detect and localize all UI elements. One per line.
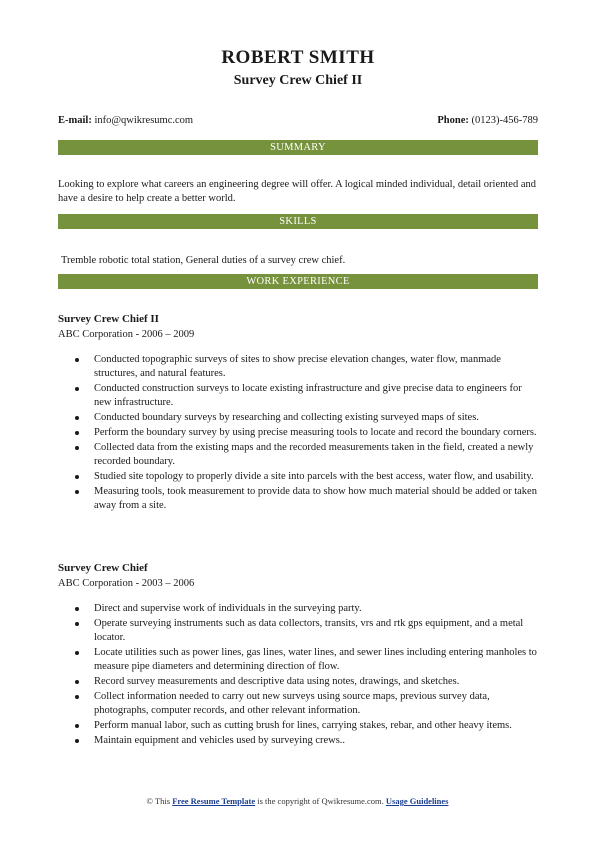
job-meta: ABC Corporation - 2006 – 2009 xyxy=(58,329,195,340)
list-item: Maintain equipment and vehicles used by surveying crews.. xyxy=(58,734,538,748)
work-experience-heading: WORK EXPERIENCE xyxy=(58,274,538,289)
list-item: Collect information needed to carry out new surveys using source maps, previous survey data, photographs, computer records, and other relevant information. xyxy=(58,690,538,718)
summary-text: Looking to explore what careers an engineering degree will offer. A logical minded individual, detail oriented and have a desire to help create a better world. xyxy=(58,179,536,204)
footer-prefix: © This xyxy=(146,796,171,806)
email-block xyxy=(58,115,193,126)
list-item: Collected data from the existing maps and the recorded measurements taken in the field, created a newly recorded boundary. xyxy=(58,441,538,469)
list-item: Operate surveying instruments such as data collectors, transits, vrs and rtk gps equipment, and a metal locator. xyxy=(58,617,538,645)
list-item: Locate utilities such as power lines, gas lines, water lines, and sewer lines including entering manholes to measure pipe diameters and determining direction of flow. xyxy=(58,646,538,674)
candidate-name: ROBERT SMITH xyxy=(221,47,375,68)
phone-block xyxy=(437,115,538,126)
job-title: Survey Crew Chief II xyxy=(58,313,159,325)
email-label: E-mail: xyxy=(58,115,92,126)
job-meta: ABC Corporation - 2003 – 2006 xyxy=(58,578,195,589)
free-resume-template-link[interactable]: Free Resume Template xyxy=(172,796,256,806)
phone-label: Phone: xyxy=(437,115,469,126)
list-item: Studied site topology to properly divide a site into parcels with the best access, water flow, and usability. xyxy=(58,470,538,484)
phone-value: (0123)-456-789 xyxy=(471,115,538,126)
email-value: info@qwikresumc.com xyxy=(94,115,194,126)
list-item: Measuring tools, took measurement to provide data to show how much material should be added or taken away from a site. xyxy=(58,485,538,513)
summary-heading: SUMMARY xyxy=(58,140,538,155)
job-title: Survey Crew Chief xyxy=(58,562,148,574)
list-item: Perform manual labor, such as cutting brush for lines, carrying stakes, rebar, and other heavy items. xyxy=(58,719,538,733)
list-item: Perform the boundary survey by using precise measuring tools to locate and record the boundary corners. xyxy=(58,426,538,440)
skills-heading: SKILLS xyxy=(58,214,538,229)
list-item: Conducted topographic surveys of sites to show precise elevation changes, water flow, manmade structures, and natural features. xyxy=(58,353,538,381)
skills-text: Tremble robotic total station, General duties of a survey crew chief. xyxy=(61,255,346,266)
job-bullets xyxy=(58,353,538,514)
footer-copyright xyxy=(0,796,595,806)
candidate-title: Survey Crew Chief II xyxy=(233,73,363,88)
list-item: Conducted construction surveys to locate existing infrastructure and give precise data to engineers for new infrastructure. xyxy=(58,382,538,410)
list-item: Conducted boundary surveys by researching and collecting existing surveyed maps of sites. xyxy=(58,411,538,425)
usage-guidelines-link[interactable]: Usage Guidelines xyxy=(385,796,449,806)
job-bullets xyxy=(58,602,538,749)
list-item: Direct and supervise work of individuals in the surveying party. xyxy=(58,602,538,616)
footer-middle: is the copyright of Qwikresume.com. xyxy=(257,796,384,806)
list-item: Record survey measurements and descriptive data using notes, drawings, and sketches. xyxy=(58,675,538,689)
